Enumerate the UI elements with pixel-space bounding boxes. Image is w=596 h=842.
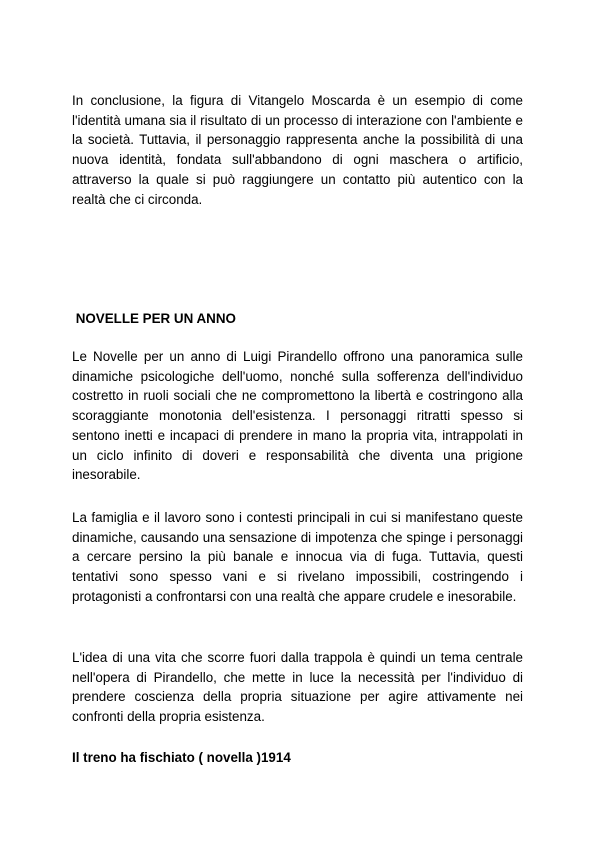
paragraph-conclusion: In conclusione, la figura di Vitangelo Moscarda è un esempio di come l'identità umana sia il risultato di un processo di interazione con l'ambiente e la società. Tuttavia, il personaggio rappresenta anche la possibilità di una nuova identità, fondata sull'abbandono di ogni maschera o artificio, attraverso la quale si può raggiungere un contatto più autentico con la realtà che ci circonda. [72,93,523,207]
paragraph-trappola: L'idea di una vita che scorre fuori dalla trappola è quindi un tema centrale nell'opera di Pirandello, che mette in luce la necessità per l'individuo di prendere coscienza della propria situazione per agire attivamente nei confronti della propria esistenza. [72,650,523,725]
section-heading: NOVELLE PER UN ANNO [72,311,236,326]
subsection-heading: Il treno ha fischiato ( novella )1914 [72,750,291,765]
paragraph-famiglia-lavoro: La famiglia e il lavoro sono i contesti principali in cui si manifestano queste dinamiche, causando una sensazione di impotenza che spinge i personaggi a cercare persino la più banale e innocua via di fuga. Tuttavia, questi tentativi sono spesso vani e si rivelano impossibili, costringendo i protagonisti a confrontarsi con una realtà che appare crudele e inesorabile. [72,510,523,604]
paragraph-novelle-intro: Le Novelle per un anno di Luigi Pirandello offrono una panoramica sulle dinamiche psicologiche dell'uomo, nonché sulla sofferenza dell'individuo costretto in ruoli sociali che ne compromettono la libertà e costringono alla scoraggiante monotonia dell'esistenza. I personaggi ritratti spesso si sentono inetti e incapaci di prendere in mano la propria vita, intrappolati in un ciclo infinito di doveri e responsabilità che diventa una prigione inesorabile. [72,349,523,483]
